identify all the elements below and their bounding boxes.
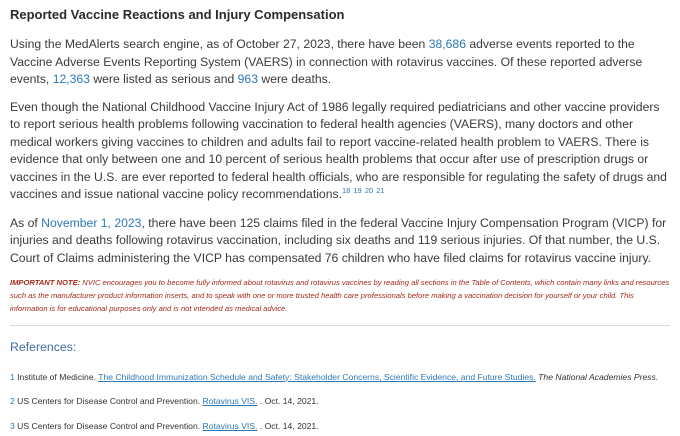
reference-item [10,395,670,409]
section-heading: Reported Vaccine Reactions and Injury Compensation [10,7,345,22]
footnote-link[interactable]: 20 [364,185,374,195]
footnote-link[interactable]: 19 [353,185,362,195]
reference-number: 2 [10,396,15,407]
compensation-paragraph [10,215,670,268]
note-text: NVIC encourages you to become fully informed about rotavirus and rotavirus vaccines by reading all sections in the Table of Contents, which contain many links and resources such as the manufacturer product information inserts, and to speak with one or more trusted health care professionals before making a vaccination decision for yourself or your child. This information is for educational purposes only and is not intended as medical advice. [10,278,670,314]
date-link[interactable]: November 1, 2023 [41,215,142,230]
reference-author: US Centers for Disease Control and Prevention. [14,420,203,431]
footnote-refs [342,186,386,195]
text: were deaths. [258,72,332,86]
text: Even though the National Childhood Vaccine Injury Act of 1986 legally required pediatricians and other vaccine providers to report serious health problems following vaccination to federal health agencies (VAERS), many doctors and other medical workers giving vaccines to children and adults fail to report vaccine-related health problem to VAERS. There is evidence that only between one and 10 percent of serious health problems that occur after use of prescription drugs or vaccines in the U.S. are ever reported to federal health officials, who are responsible for regulating the safety of drugs and vaccines and issue national vaccine policy recommendations. [10,99,667,201]
footnote-link[interactable]: 18 [341,185,351,195]
deaths-count-link[interactable]: 963 [237,72,258,86]
reference-author: US Centers for Disease Control and Prevention. [14,396,203,407]
text: adverse events reported to the Vaccine Adverse Events Reporting System (VAERS) in connection with rotavirus vaccines. Of these reported adverse events, [10,37,643,86]
serious-events-count-link[interactable]: 12,363 [52,72,90,86]
important-note [10,276,670,316]
reference-author: Institute of Medicine. [14,371,99,382]
reference-date: . Oct. 14, 2021. [257,420,319,431]
text: , there have been 125 claims filed in the federal Vaccine Injury Compensation Program (VICP) for injuries and deaths following rotavirus vaccination, including six deaths and 119 serious injuries. Of that number, the U.S. Court of Claims administering the VICP has compensated 76 children who have filed claims for rotavirus vaccine injury. [10,215,667,265]
reference-number: 1 [10,371,15,382]
adverse-events-count-link[interactable]: 38,686 [428,37,466,51]
text: Using the MedAlerts search engine, as of October 27, 2023, there have been [10,37,429,51]
note-label: IMPORTANT NOTE: [10,278,81,287]
text: As of [10,215,42,230]
adverse-events-paragraph [10,36,670,89]
footnote-link[interactable]: 21 [376,185,385,195]
reference-publisher: The National Academies Press. [535,371,659,382]
reference-number: 3 [10,420,15,431]
references-heading: References: [10,339,77,354]
reference-title-link[interactable]: Rotavirus VIS. [202,420,258,431]
reference-date: . Oct. 14, 2021. [257,396,319,407]
reference-item [10,371,670,385]
reference-title-link[interactable]: The Childhood Immunization Schedule and Safety: Stakeholder Concerns, Scientific Evidence, and Future Studies. [98,371,536,382]
reference-item [10,420,670,434]
reference-title-link[interactable]: Rotavirus VIS. [202,396,258,407]
reporting-paragraph [10,99,670,204]
divider [10,325,670,326]
text: were listed as serious and [89,72,238,86]
